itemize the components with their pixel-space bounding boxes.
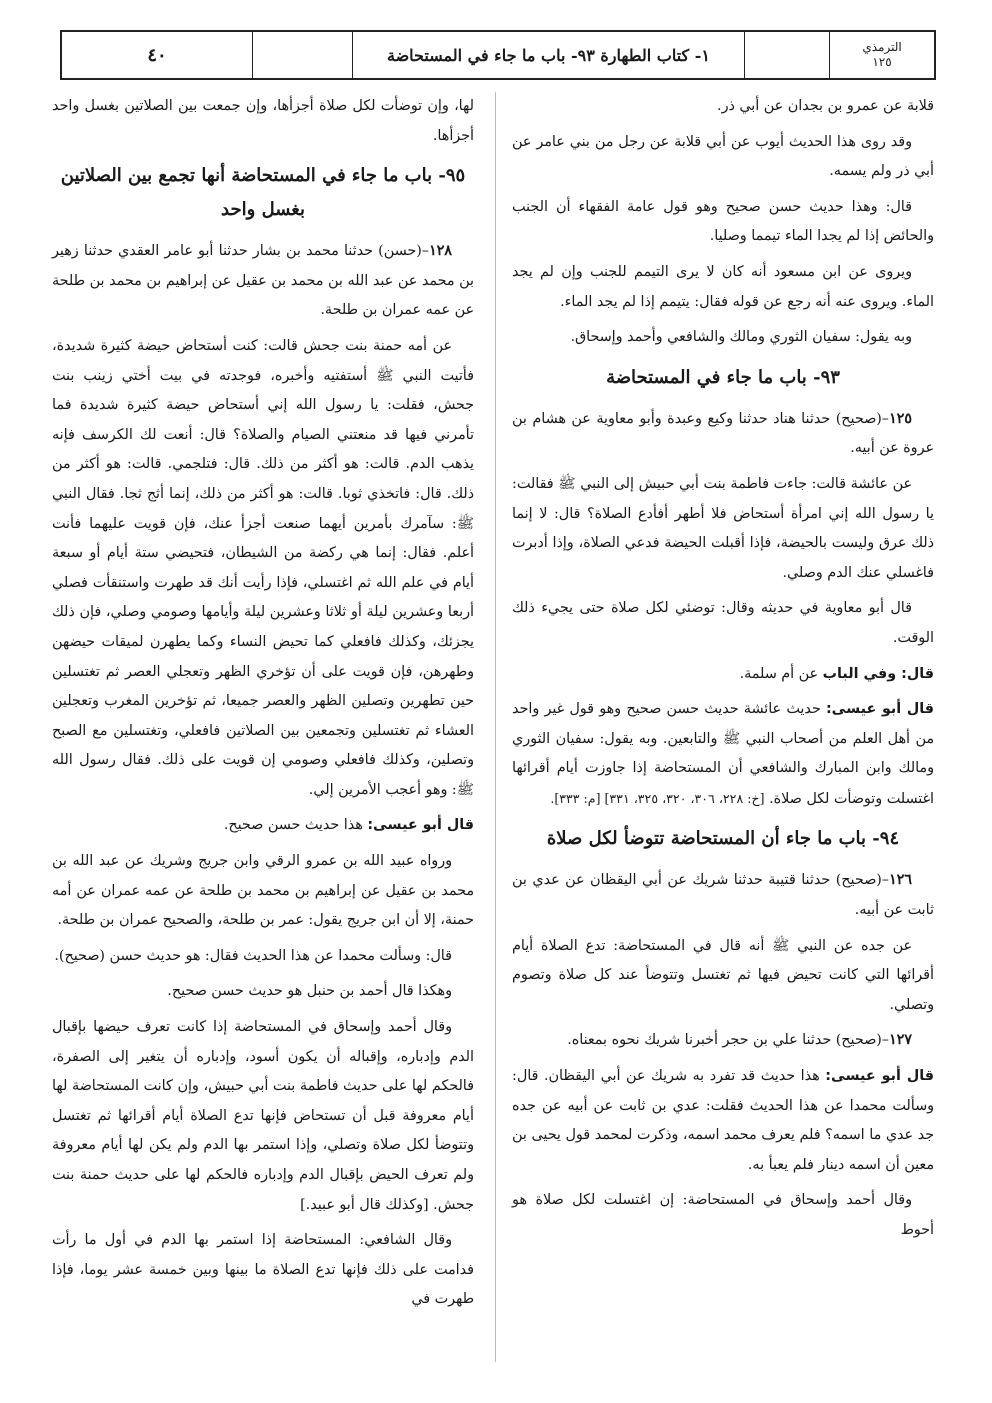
right-column bbox=[512, 92, 934, 1252]
paragraph: وهكذا قال أحمد بن حنبل هو حديث حسن صحيح. bbox=[167, 983, 452, 1000]
hadith-grade: (حسن) bbox=[378, 243, 422, 260]
chapter-heading: ٩٥- باب ما جاء في المستحاضة أنها تجمع بين الصلاتين بغسل واحد bbox=[60, 165, 466, 221]
page-number: ٤٠ bbox=[147, 44, 167, 66]
commentary bbox=[512, 695, 934, 814]
isnad-text: حدثنا علي بن حجر أخبرنا شريك نحوه بمعناه. bbox=[567, 1032, 832, 1049]
speaker-label: قال أبو عيسى: bbox=[825, 1068, 935, 1085]
hadith-number: ١٢٧ bbox=[888, 1032, 912, 1049]
hadith-number: ١٢٨ bbox=[428, 243, 452, 260]
paragraph: وقد روى هذا الحديث أيوب عن أبي قلابة عن رجل من بني عامر عن أبي ذر ولم يسمه. bbox=[512, 133, 934, 180]
hadith-grade: (صحيح) bbox=[835, 1032, 882, 1049]
paragraph: وبه يقول: سفيان الثوري ومالك والشافعي وأحمد وإسحاق. bbox=[570, 329, 912, 346]
running-title: ١- كتاب الطهارة ٩٣- باب ما جاء في المستحاضة bbox=[352, 32, 744, 78]
chapter-heading: ٩٤- باب ما جاء أن المستحاضة تتوضأ لكل صلاة bbox=[546, 828, 900, 850]
paragraph: وقال الشافعي: المستحاضة إذا استمر بها الدم في أول ما رأت فدامت على ذلك فإنها تدع الصلاة ما بينها وبين خمسة عشر يوما، فإذا طهرت في bbox=[52, 1232, 474, 1308]
paragraph: وقال أحمد وإسحاق في المستحاضة: إن اغتسلت لكل صلاة هو أحوط bbox=[512, 1192, 934, 1238]
book-name: الترمذي bbox=[862, 40, 902, 54]
book-number: ١٢٥ bbox=[872, 55, 892, 69]
hadith-matn: عن أمه حمنة بنت جحش قالت: كنت أستحاض حيضة كثيرة شديدة، فأتيت النبي ﷺ أستفتيه وأخبره، فوجدته في بيت أختي زينب بنت جحش، فقلت: يا رسول الله إني أستحاض حيضة كثيرة شديدة فما تأمرني فيها قد منعتني الصيام والصلاة؟ قال: أنعت لك الكرسف فإنه يذهب الدم. قالت: هو أكثر من ذلك. قال: فتلجمي. قالت: هو أكثر من ذلك. قال: فاتخذي ثوبا. قالت: هو أكثر من ذلك، إنما أثج ثجا. فقال النبي ﷺ: سآمرك بأمرين أيهما صنعت أجزأ عنك، فإن قويت عليهما فأنت أعلم. فقال: إنما هي ركضة من الشيطان، فتحيضي ستة أيام أو سبعة أيام في علم الله ثم اغتسلي، فإذا رأيت أنك قد طهرت واستنقأت فصلي أربعا وعشرين ليلة أو ثلاثا وعشرين ليلة وأيامها وصومي وصلي، فإن ذلك يجزئك، وكذلك فافعلي كما تحيض النساء وكما يطهرن لميقات حيضهن وطهرهن، فإن قويت على أن تؤخري الظهر وتعجلي العصر ثم تغتسلين حين تطهرين وتصلين الظهر والعصر جميعا، ثم تؤخرين المغرب وتعجلين العشاء ثم تغتسلين وتجمعين بين الصلاتين فافعلي، وتغتسلين مع الصبح وتصلين، وكذلك فافعلي وصومي إن قويت على ذلك. فقال رسول الله ﷺ: وهو أعجب الأمرين إلي. bbox=[52, 337, 474, 798]
book-label-cell bbox=[829, 32, 934, 78]
paragraph: ويروى عن ابن مسعود أنه كان لا يرى التيمم للجنب وإن لم يجد الماء. ويروى عنه أنه رجع عن قوله فقال: يتيمم إذا لم يجد الماء. bbox=[512, 263, 934, 310]
commentary bbox=[512, 1062, 934, 1180]
running-header bbox=[60, 30, 936, 80]
bab-text: عن أم سلمة. bbox=[739, 665, 819, 682]
chapter-heading: ٩٣- باب ما جاء في المستحاضة bbox=[606, 366, 840, 388]
paragraph: قال: وهذا حديث حسن صحيح وهو قول عامة الفقهاء أن الجنب والحائض إذا لم يجدا الماء تيمما وصليا. bbox=[512, 198, 934, 245]
column-divider bbox=[495, 92, 496, 1362]
commentary-text: هذا حديث حسن صحيح. bbox=[223, 817, 363, 834]
hadith-isnad: ١٢٥–(صحيح) حدثنا هناد حدثنا وكيع وعبدة وأبو معاوية عن هشام بن عروة عن أبيه. bbox=[512, 410, 934, 457]
paragraph: وقال أحمد وإسحاق في المستحاضة إذا كانت تعرف حيضها بإقبال الدم وإدباره، وإقباله أن يكون أسود، وإدباره أن يتغير إلى الصفرة، فالحكم لها على حديث فاطمة بنت أبي حبيش، وإن كانت المستحاضة لها أيام معروفة قبل أن تستحاض فإنها تدع الصلاة أيام أقرائها ثم تغتسل وتتوضأ لكل صلاة وتصلي، وإذا استمر بها الدم ولم يكن لها أيام معروفة ولم تعرف الحيض بإقبال الدم وإدباره فالحكم لها على حديث حمنة بنت جحش. [وكذلك قال أبو عبيد.] bbox=[52, 1019, 474, 1213]
hadith-grade: (صحيح) bbox=[835, 410, 882, 427]
speaker-label: قال: وفي الباب bbox=[822, 665, 934, 682]
paragraph: ورواه عبيد الله بن عمرو الرقي وابن جريج وشريك عن عبد الله بن محمد بن عقيل عن إبراهيم بن محمد بن طلحة عن عمه عمران عن أمه حمنة، إلا أن ابن جريج يقول: عمر بن طلحة، والصحيح عمران بن طلحة. bbox=[52, 853, 474, 929]
header-empty-cell bbox=[252, 32, 352, 78]
hadith-matn: عن عائشة قالت: جاءت فاطمة بنت أبي حبيش إلى النبي ﷺ فقالت: يا رسول الله إني امرأة أستحاض فلا أطهر أفأدع الصلاة؟ قال: لا إنما ذلك عرق وليست بالحيضة، فإذا أقبلت الحيضة فدعي الصلاة، وإذا أدبرت فاغسلي عنك الدم وصلي. bbox=[512, 475, 934, 581]
hadith-number: ١٢٦ bbox=[888, 872, 912, 889]
isnad-text: حدثنا محمد بن بشار حدثنا أبو عامر العقدي حدثنا زهير بن محمد عن عبد الله بن محمد بن عقيل عن إبراهيم بن محمد بن طلحة عن عمه عمران بن طلحة. bbox=[52, 243, 474, 319]
left-column bbox=[52, 92, 474, 1321]
hadith-grade: (صحيح) bbox=[835, 872, 882, 889]
hadith-isnad: ١٢٦–(صحيح) حدثنا قتيبة حدثنا شريك عن أبي اليقظان عن عدي بن ثابت عن أبيه. bbox=[512, 872, 934, 919]
reference: [خ: ٢٢٨، ٣٠٦، ٣٢٠، ٣٢٥، ٣٣١] [م: ٣٣٣]. bbox=[550, 790, 765, 806]
hadith-number: ١٢٥ bbox=[888, 410, 912, 427]
paragraph: قلابة عن عمرو بن بجدان عن أبي ذر. bbox=[717, 98, 934, 114]
commentary bbox=[52, 811, 474, 841]
paragraph: قال: وسألت محمدا عن هذا الحديث فقال: هو حديث حسن (صحيح). bbox=[54, 947, 452, 964]
commentary-text: هذا حديث قد تفرد به شريك عن أبي اليقظان. قال: وسألت محمدا عن هذا الحديث فقلت: عدي بن ثابت عن أبيه عن جده جد عدي ما اسمه؟ فلم يعرف محمد اسمه، وذكرت لمحمد قول يحيى بن معين أن اسمه دينار فلم يعبأ به. bbox=[512, 1068, 934, 1173]
hadith-isnad: ١٢٧–(صحيح) حدثنا علي بن حجر أخبرنا شريك نحوه بمعناه. bbox=[567, 1032, 912, 1049]
hadith-matn: عن جده عن النبي ﷺ أنه قال في المستحاضة: تدع الصلاة أيام أقرائها التي كانت تحيض فيها ثم تغتسل وتتوضأ عند كل صلاة وتصوم وتصلي. bbox=[512, 937, 934, 1013]
paragraph: لها، وإن توضأت لكل صلاة أجزأها، وإن جمعت بين الصلاتين بغسل واحد أجزأها. bbox=[52, 98, 474, 144]
isnad-text: حدثنا قتيبة حدثنا شريك عن أبي اليقظان عن عدي بن ثابت عن أبيه. bbox=[512, 872, 934, 919]
isnad-text: حدثنا هناد حدثنا وكيع وعبدة وأبو معاوية عن هشام بن عروة عن أبيه. bbox=[512, 410, 934, 457]
hadith-isnad: ١٢٨–(حسن) حدثنا محمد بن بشار حدثنا أبو عامر العقدي حدثنا زهير بن محمد عن عبد الله بن محمد بن عقيل عن إبراهيم بن محمد بن طلحة عن عمه عمران بن طلحة. bbox=[52, 243, 474, 319]
header-empty-cell bbox=[744, 32, 829, 78]
commentary-text: حديث عائشة حديث حسن صحيح وهو قول غير واحد من أهل العلم من أصحاب النبي ﷺ والتابعين. وبه يقول: سفيان الثوري ومالك وابن المبارك والشافعي أن المستحاضة إذا جاوزت أيام أقرائها اغتسلت وتوضأت لكل صلاة. bbox=[512, 701, 934, 807]
bab-note bbox=[512, 660, 934, 690]
speaker-label: قال أبو عيسى: bbox=[367, 817, 474, 834]
paragraph: قال أبو معاوية في حديثه وقال: توضئي لكل صلاة حتى يجيء ذلك الوقت. bbox=[512, 600, 934, 646]
speaker-label: قال أبو عيسى: bbox=[825, 701, 934, 718]
